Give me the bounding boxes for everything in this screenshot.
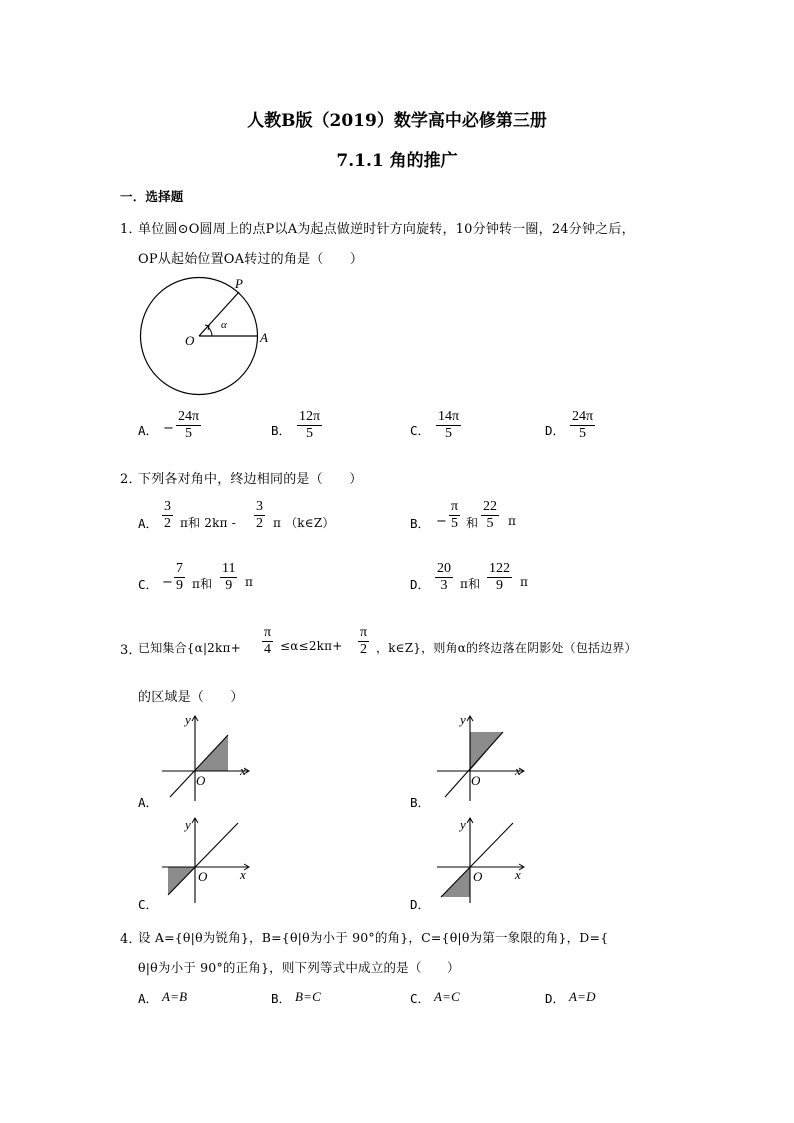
fraction-numerator: 14π [438, 409, 460, 424]
option-letter: C． [138, 577, 159, 592]
axis-x-label: x [240, 867, 246, 882]
question-number: 3． [120, 643, 142, 658]
fraction-denominator: 2 [256, 516, 263, 531]
graph-d [435, 815, 530, 907]
fraction-denominator: 5 [185, 426, 193, 441]
label-p: P [235, 276, 243, 291]
option-letter: C． [410, 991, 431, 1006]
option-fraction [162, 499, 173, 532]
fraction-numerator: 3 [164, 499, 171, 514]
option-text: 和 [466, 516, 479, 530]
unit-circle-figure [130, 272, 280, 398]
option-letter: D． [410, 897, 431, 912]
question-number: 4． [120, 932, 142, 947]
axis-y-label: y [460, 817, 466, 832]
set-fraction [358, 625, 369, 658]
set-fraction [262, 625, 273, 658]
origin-label: O [198, 869, 208, 884]
option-sign: − [436, 514, 448, 529]
question-text: OP从起始位置OA转过的角是（ ） [138, 252, 364, 267]
section-label: 一．选择题 [120, 189, 184, 204]
fraction-denominator: 2 [360, 642, 368, 657]
question-number: 2． [120, 472, 142, 487]
fraction-denominator: 9 [176, 578, 183, 593]
option-fraction [449, 499, 460, 532]
option-letter: B． [271, 423, 292, 438]
segment-op [199, 292, 239, 336]
fraction-denominator: 5 [445, 426, 453, 441]
origin-label: O [196, 773, 206, 788]
option-text: A=D [569, 989, 596, 1004]
fraction-numerator: 24π [572, 409, 594, 424]
option-letter: C． [138, 897, 159, 912]
fraction-numerator: 12π [299, 409, 321, 424]
axis-x-label: x [515, 763, 521, 778]
fraction-denominator: 5 [306, 426, 314, 441]
option-letter: D． [545, 423, 566, 438]
option-text: π [520, 575, 529, 589]
origin-label: O [473, 869, 483, 884]
option-text: A=C [434, 989, 460, 1004]
fraction-numerator: π [264, 625, 272, 640]
fraction-denominator: 5 [486, 516, 494, 531]
axis-y-label: y [185, 713, 191, 727]
graph-b [435, 713, 530, 805]
question-text: ，k∈Z}，则角α的终边落在阴影处（包括边界） [376, 641, 637, 655]
option-fraction [487, 561, 512, 594]
axis-y-label: y [185, 817, 191, 832]
label-o: O [185, 333, 195, 348]
axis-x-label: x [515, 867, 521, 882]
option-fraction [220, 561, 237, 594]
fraction-numerator: π [451, 499, 459, 514]
fraction-numerator: 3 [256, 499, 263, 514]
option-fraction [570, 409, 595, 442]
fraction-denominator: 3 [440, 578, 448, 593]
question-text: 的区域是（ ） [138, 690, 244, 705]
axis-x-label: x [240, 763, 246, 778]
question-text: 下列各对角中，终边相同的是（ ） [138, 472, 363, 487]
option-letter: D． [410, 577, 431, 592]
fraction-denominator: 9 [496, 578, 503, 593]
fraction-denominator: 2 [164, 516, 171, 531]
option-letter: A． [138, 991, 159, 1006]
fraction-denominator: 4 [264, 642, 272, 657]
option-text: π [508, 514, 517, 528]
graph-c [160, 815, 255, 907]
option-sign: − [162, 575, 174, 590]
option-fraction [174, 561, 185, 594]
option-fraction [481, 499, 499, 532]
page-title: 人教B版（2019）数学高中必修第三册 [247, 111, 547, 131]
axis-y-label: y [460, 713, 466, 727]
question-text: 已知集合{α|2kπ+ [138, 641, 241, 655]
option-letter: B． [271, 991, 292, 1006]
graph-a [160, 713, 255, 805]
option-fraction [176, 409, 201, 442]
option-text: π和 2kπ - [180, 516, 236, 530]
label-alpha: α [221, 319, 227, 331]
fraction-numerator: 20 [437, 561, 451, 576]
option-letter: D． [545, 991, 566, 1006]
question-text: θ|θ为小于 90°的正角}，则下列等式中成立的是（ ） [138, 960, 460, 975]
option-text: B=C [295, 989, 321, 1004]
fraction-denominator: 5 [451, 516, 459, 531]
option-text: π （k∈Z） [273, 516, 335, 530]
page-subtitle: 7.1.1 角的推广 [336, 151, 458, 171]
question-text: ≤α≤2kπ+ [280, 639, 343, 653]
fraction-numerator: 11 [222, 561, 236, 576]
fraction-numerator: 7 [176, 561, 183, 576]
option-text: π和 [460, 577, 481, 591]
option-sign: − [163, 421, 175, 436]
question-text: 单位圆⊙O圆周上的点P以A为起点做逆时针方向旋转，10分钟转一圈，24分钟之后， [138, 222, 635, 237]
option-fraction [436, 409, 461, 442]
origin-label: O [471, 773, 481, 788]
fraction-denominator: 9 [225, 578, 233, 593]
option-text: A=B [162, 989, 188, 1004]
option-letter: A． [138, 795, 159, 810]
fraction-numerator: 22 [483, 499, 497, 514]
label-a: A [260, 330, 268, 345]
fraction-numerator: π [360, 625, 368, 640]
option-text: π [245, 575, 254, 589]
fraction-numerator: 24π [178, 409, 200, 424]
fraction-numerator: 122 [489, 561, 510, 576]
option-letter: C． [410, 423, 431, 438]
option-letter: A． [138, 423, 159, 438]
option-letter: A． [138, 516, 159, 531]
option-letter: B． [410, 795, 431, 810]
option-fraction [435, 561, 453, 594]
question-text: 设 A={θ|θ为锐角}，B={θ|θ为小于 90°的角}，C={θ|θ为第一象限的角}，D={ [138, 930, 609, 945]
option-fraction [297, 409, 322, 442]
option-fraction [254, 499, 265, 532]
option-text: π和 [192, 577, 213, 591]
question-number: 1． [120, 222, 142, 237]
option-letter: B． [410, 516, 431, 531]
fraction-denominator: 5 [579, 426, 587, 441]
